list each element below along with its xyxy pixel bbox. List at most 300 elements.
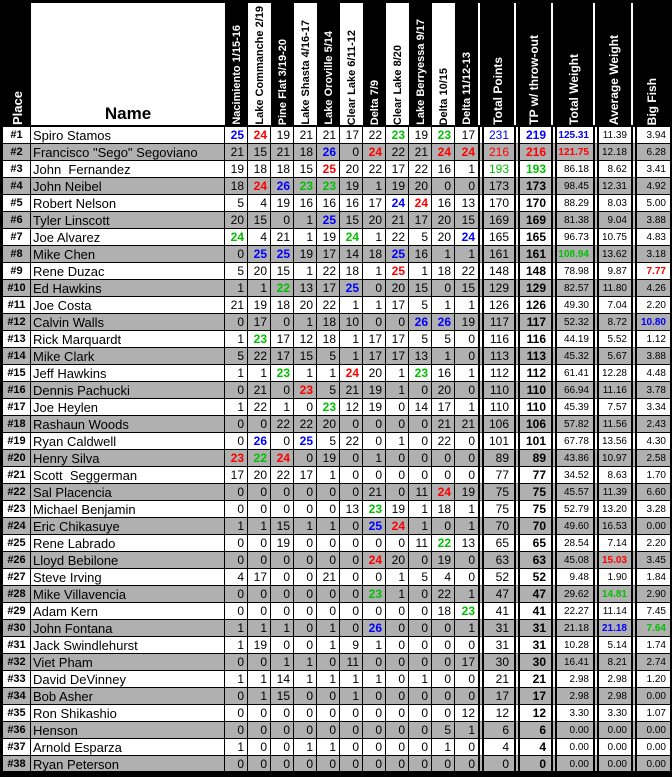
name-cell: Rashaun Woods <box>31 416 225 433</box>
score-cell: 0 <box>294 501 317 518</box>
score-cell: 5 <box>317 382 340 399</box>
score-cell: 16 <box>340 195 363 212</box>
score-cell: 0 <box>409 654 432 671</box>
score-cell: 0 <box>455 756 478 773</box>
name-cell: Ed Hawkins <box>31 280 225 297</box>
place-cell: #27 <box>3 569 31 586</box>
total-weight-cell: 45.08 <box>551 552 593 569</box>
score-cell: 1 <box>317 671 340 688</box>
score-cell: 14 <box>271 671 294 688</box>
place-cell: #32 <box>3 654 31 671</box>
score-cell: 1 <box>340 671 363 688</box>
big-fish-cell: 6.28 <box>631 144 670 161</box>
avg-weight-cell: 21.18 <box>593 620 631 637</box>
total-points-cell: 116 <box>478 331 514 348</box>
score-cell: 22 <box>432 433 455 450</box>
avg-weight-cell: 11.14 <box>593 603 631 620</box>
place-cell: #18 <box>3 416 31 433</box>
score-cell: 21 <box>317 569 340 586</box>
score-cell: 0 <box>340 722 363 739</box>
score-cell: 25 <box>363 518 386 535</box>
score-cell: 21 <box>409 144 432 161</box>
avg-weight-cell: 7.04 <box>593 297 631 314</box>
score-cell: 0 <box>225 416 248 433</box>
score-cell: 1 <box>271 654 294 671</box>
avg-weight-cell: 3.30 <box>593 705 631 722</box>
total-points-cell: 89 <box>478 450 514 467</box>
name-cell: Rene Duzac <box>31 263 225 280</box>
score-cell: 0 <box>294 586 317 603</box>
place-cell: #1 <box>3 127 31 144</box>
score-cell: 1 <box>271 399 294 416</box>
place-cell: #15 <box>3 365 31 382</box>
score-cell: 0 <box>340 518 363 535</box>
total-weight-cell: 57.82 <box>551 416 593 433</box>
score-cell: 1 <box>225 331 248 348</box>
score-cell: 21 <box>317 127 340 144</box>
score-cell: 1 <box>248 620 271 637</box>
score-cell: 1 <box>294 739 317 756</box>
score-cell: 0 <box>363 535 386 552</box>
total-weight-cell: 0.00 <box>551 739 593 756</box>
score-cell: 22 <box>248 348 271 365</box>
avg-weight-cell: 9.87 <box>593 263 631 280</box>
tp-throwout-cell: 117 <box>514 314 551 331</box>
score-cell: 0 <box>455 450 478 467</box>
tp-throwout-cell: 17 <box>514 688 551 705</box>
score-cell: 21 <box>225 144 248 161</box>
score-cell: 1 <box>363 178 386 195</box>
table-row <box>3 620 670 637</box>
tp-throwout-cell: 0 <box>514 756 551 773</box>
event-column-header-clear-lake-jun: Clear Lake 6/11-12 <box>340 3 363 125</box>
table-row <box>3 246 670 263</box>
place-header-label: Place <box>10 91 25 125</box>
total-weight-cell: 45.32 <box>551 348 593 365</box>
score-cell: 0 <box>386 416 409 433</box>
tp-throwout-cell: 30 <box>514 654 551 671</box>
total-weight-cell: 2.98 <box>551 688 593 705</box>
avg-weight-cell: 16.53 <box>593 518 631 535</box>
big-fish-cell: 3.41 <box>631 161 670 178</box>
big-fish-cell: 0.00 <box>631 739 670 756</box>
event-column-header-pine-flat: Pine Flat 3/19-20 <box>271 3 294 125</box>
big-fish-cell: 0.00 <box>631 518 670 535</box>
tp-throwout-cell: 193 <box>514 161 551 178</box>
score-cell: 21 <box>225 297 248 314</box>
score-cell: 0 <box>248 535 271 552</box>
score-cell: 17 <box>455 654 478 671</box>
score-cell: 0 <box>409 586 432 603</box>
score-cell: 0 <box>363 688 386 705</box>
score-cell: 26 <box>432 314 455 331</box>
tp-throwout-cell: 173 <box>514 178 551 195</box>
score-cell: 22 <box>409 161 432 178</box>
score-cell: 0 <box>225 433 248 450</box>
table-row <box>3 705 670 722</box>
total-weight-cell: 81.38 <box>551 212 593 229</box>
table-row <box>3 280 670 297</box>
score-cell: 20 <box>386 552 409 569</box>
table-row <box>3 671 670 688</box>
tp-throwout-cell: 170 <box>514 195 551 212</box>
score-cell: 22 <box>248 399 271 416</box>
table-row <box>3 637 670 654</box>
score-cell: 1 <box>271 620 294 637</box>
score-cell: 0 <box>317 552 340 569</box>
score-cell: 1 <box>432 246 455 263</box>
total-points-cell: 31 <box>478 637 514 654</box>
place-cell: #17 <box>3 399 31 416</box>
place-cell: #12 <box>3 314 31 331</box>
score-cell: 4 <box>248 195 271 212</box>
table-row <box>3 552 670 569</box>
score-cell: 0 <box>248 416 271 433</box>
score-cell: 0 <box>409 620 432 637</box>
score-cell: 24 <box>363 144 386 161</box>
avg-weight-cell: 11.39 <box>593 127 631 144</box>
score-cell: 21 <box>386 212 409 229</box>
avg-weight-cell: 8.63 <box>593 467 631 484</box>
big-fish-cell: 1.12 <box>631 331 670 348</box>
score-cell: 23 <box>455 603 478 620</box>
total-weight-column-header: Total Weight <box>551 3 593 125</box>
score-cell: 1 <box>363 297 386 314</box>
total-weight-cell: 45.39 <box>551 399 593 416</box>
score-cell: 22 <box>317 297 340 314</box>
score-cell: 0 <box>294 603 317 620</box>
score-cell: 23 <box>294 382 317 399</box>
big-fish-cell: 3.28 <box>631 501 670 518</box>
score-cell: 15 <box>455 212 478 229</box>
total-points-cell: 169 <box>478 212 514 229</box>
score-cell: 0 <box>340 569 363 586</box>
table-row <box>3 518 670 535</box>
score-cell: 19 <box>248 637 271 654</box>
score-cell: 0 <box>409 637 432 654</box>
avg-weight-cell: 12.31 <box>593 178 631 195</box>
score-cell: 17 <box>409 212 432 229</box>
table-body <box>3 127 670 773</box>
avg-weight-cell: 14.81 <box>593 586 631 603</box>
score-cell: 19 <box>225 161 248 178</box>
tp-throwout-cell: 65 <box>514 535 551 552</box>
score-cell: 15 <box>248 212 271 229</box>
score-cell: 0 <box>455 382 478 399</box>
tp-throwout-cell: 110 <box>514 399 551 416</box>
score-cell: 1 <box>455 501 478 518</box>
score-cell: 18 <box>225 178 248 195</box>
place-cell: #31 <box>3 637 31 654</box>
score-cell: 0 <box>386 603 409 620</box>
score-cell: 0 <box>363 739 386 756</box>
score-cell: 1 <box>294 654 317 671</box>
score-cell: 23 <box>271 365 294 382</box>
score-cell: 24 <box>386 195 409 212</box>
big-fish-cell: 4.48 <box>631 365 670 382</box>
tp-throwout-cell: 21 <box>514 671 551 688</box>
score-cell: 11 <box>340 654 363 671</box>
score-cell: 1 <box>455 722 478 739</box>
score-cell: 1 <box>363 263 386 280</box>
score-cell: 4 <box>248 229 271 246</box>
score-cell: 0 <box>271 739 294 756</box>
score-cell: 1 <box>409 501 432 518</box>
big-fish-cell: 1.74 <box>631 637 670 654</box>
place-cell: #14 <box>3 348 31 365</box>
total-weight-cell: 52.79 <box>551 501 593 518</box>
score-cell: 1 <box>317 739 340 756</box>
place-cell: #36 <box>3 722 31 739</box>
score-cell: 13 <box>409 348 432 365</box>
score-cell: 0 <box>409 467 432 484</box>
total-weight-cell: 44.19 <box>551 331 593 348</box>
score-cell: 24 <box>340 365 363 382</box>
score-cell: 0 <box>294 399 317 416</box>
score-cell: 21 <box>294 127 317 144</box>
tp-throwout-cell: 161 <box>514 246 551 263</box>
score-cell: 19 <box>455 314 478 331</box>
score-cell: 26 <box>317 144 340 161</box>
big-fish-cell: 3.34 <box>631 399 670 416</box>
place-cell: #23 <box>3 501 31 518</box>
average-weight-column-header: Average Weight <box>593 3 631 125</box>
score-cell: 1 <box>340 331 363 348</box>
avg-weight-cell: 0.00 <box>593 739 631 756</box>
score-cell: 0 <box>432 654 455 671</box>
score-cell: 11 <box>409 535 432 552</box>
score-cell: 0 <box>294 535 317 552</box>
tp-throwout-cell: 113 <box>514 348 551 365</box>
tp-throwout-cell: 47 <box>514 586 551 603</box>
name-column-header <box>31 3 225 125</box>
big-fish-cell: 10.80 <box>631 314 670 331</box>
total-weight-cell: 45.57 <box>551 484 593 501</box>
score-cell: 16 <box>409 246 432 263</box>
avg-weight-cell: 12.28 <box>593 365 631 382</box>
score-cell: 0 <box>225 535 248 552</box>
score-cell: 0 <box>294 756 317 773</box>
score-cell: 0 <box>248 552 271 569</box>
total-weight-cell: 96.73 <box>551 229 593 246</box>
avg-weight-cell: 10.97 <box>593 450 631 467</box>
total-points-cell: 41 <box>478 603 514 620</box>
score-cell: 22 <box>386 229 409 246</box>
score-cell: 13 <box>294 280 317 297</box>
event-column-header-lake-commanche: Lake Commanche 2/19 <box>248 3 271 125</box>
score-cell: 0 <box>271 705 294 722</box>
score-cell: 20 <box>432 382 455 399</box>
score-cell: 5 <box>317 348 340 365</box>
score-cell: 0 <box>271 756 294 773</box>
name-cell: Scott Seggerman <box>31 467 225 484</box>
score-cell: 0 <box>317 603 340 620</box>
score-cell: 19 <box>386 178 409 195</box>
score-cell: 1 <box>455 399 478 416</box>
score-cell: 0 <box>225 552 248 569</box>
big-fish-cell: 4.30 <box>631 433 670 450</box>
score-cell: 1 <box>294 671 317 688</box>
table-header <box>3 3 670 127</box>
total-points-cell: 161 <box>478 246 514 263</box>
total-points-cell: 47 <box>478 586 514 603</box>
avg-weight-cell: 10.75 <box>593 229 631 246</box>
score-cell: 0 <box>363 314 386 331</box>
score-cell: 1 <box>363 671 386 688</box>
score-cell: 0 <box>317 535 340 552</box>
score-cell: 0 <box>271 552 294 569</box>
score-cell: 0 <box>294 705 317 722</box>
score-cell: 0 <box>409 552 432 569</box>
score-cell: 1 <box>386 382 409 399</box>
score-cell: 22 <box>455 263 478 280</box>
score-cell: 0 <box>340 450 363 467</box>
tp-throwout-cell: 77 <box>514 467 551 484</box>
score-cell: 0 <box>409 756 432 773</box>
score-cell: 19 <box>455 484 478 501</box>
score-cell: 15 <box>271 263 294 280</box>
score-cell: 1 <box>386 433 409 450</box>
total-weight-cell: 88.29 <box>551 195 593 212</box>
table-row <box>3 382 670 399</box>
score-cell: 1 <box>455 518 478 535</box>
score-cell: 0 <box>363 280 386 297</box>
score-cell: 0 <box>432 688 455 705</box>
total-weight-cell: 0.00 <box>551 722 593 739</box>
score-cell: 1 <box>225 637 248 654</box>
score-cell: 1 <box>317 467 340 484</box>
score-cell: 0 <box>340 620 363 637</box>
score-cell: 4 <box>225 569 248 586</box>
score-cell: 0 <box>455 433 478 450</box>
event-column-header-nacimiento: Nacimiento 1/15-16 <box>225 3 248 125</box>
score-cell: 0 <box>455 739 478 756</box>
big-fish-cell: 2.74 <box>631 654 670 671</box>
table-row <box>3 212 670 229</box>
table-row <box>3 586 670 603</box>
place-cell: #19 <box>3 433 31 450</box>
score-cell: 0 <box>409 416 432 433</box>
tp-throwout-column-header: TP w/ throw-out <box>514 3 551 125</box>
place-cell: #8 <box>3 246 31 263</box>
place-cell: #3 <box>3 161 31 178</box>
score-cell: 12 <box>340 399 363 416</box>
name-cell: Rene Labrado <box>31 535 225 552</box>
total-weight-cell: 78.98 <box>551 263 593 280</box>
score-cell: 15 <box>271 688 294 705</box>
total-points-cell: 106 <box>478 416 514 433</box>
table-row <box>3 535 670 552</box>
total-points-cell: 65 <box>478 535 514 552</box>
score-cell: 20 <box>386 280 409 297</box>
score-cell: 0 <box>271 569 294 586</box>
score-cell: 23 <box>294 178 317 195</box>
name-cell: Spiro Stamos <box>31 127 225 144</box>
score-cell: 0 <box>455 671 478 688</box>
score-cell: 17 <box>294 467 317 484</box>
total-points-cell: 75 <box>478 484 514 501</box>
name-cell: Rick Marquardt <box>31 331 225 348</box>
score-cell: 22 <box>432 586 455 603</box>
score-cell: 0 <box>294 688 317 705</box>
total-points-cell: 52 <box>478 569 514 586</box>
score-cell: 0 <box>340 552 363 569</box>
place-cell: #29 <box>3 603 31 620</box>
score-cell: 24 <box>432 484 455 501</box>
avg-weight-cell: 2.98 <box>593 688 631 705</box>
score-cell: 22 <box>248 450 271 467</box>
score-cell: 0 <box>271 382 294 399</box>
score-cell: 15 <box>294 348 317 365</box>
tp-throwout-cell: 75 <box>514 501 551 518</box>
score-cell: 24 <box>409 195 432 212</box>
avg-weight-cell: 13.56 <box>593 433 631 450</box>
tp-throwout-cell: 89 <box>514 450 551 467</box>
big-fish-cell: 0.00 <box>631 688 670 705</box>
score-cell: 21 <box>363 484 386 501</box>
big-fish-cell: 1.70 <box>631 467 670 484</box>
score-cell: 0 <box>386 484 409 501</box>
score-cell: 0 <box>271 722 294 739</box>
tp-throwout-cell: 52 <box>514 569 551 586</box>
score-cell: 26 <box>363 620 386 637</box>
place-cell: #22 <box>3 484 31 501</box>
tp-throwout-cell: 75 <box>514 484 551 501</box>
score-cell: 0 <box>225 688 248 705</box>
score-cell: 1 <box>386 569 409 586</box>
big-fish-cell: 2.20 <box>631 297 670 314</box>
name-cell: Mike Villavencia <box>31 586 225 603</box>
score-cell: 23 <box>225 450 248 467</box>
score-cell: 1 <box>248 518 271 535</box>
score-cell: 24 <box>340 229 363 246</box>
score-cell: 16 <box>432 161 455 178</box>
score-cell: 1 <box>409 671 432 688</box>
score-cell: 0 <box>248 654 271 671</box>
score-cell: 0 <box>248 484 271 501</box>
score-cell: 0 <box>386 671 409 688</box>
score-cell: 19 <box>271 535 294 552</box>
place-cell: #26 <box>3 552 31 569</box>
score-cell: 15 <box>340 212 363 229</box>
score-cell: 18 <box>294 144 317 161</box>
score-cell: 25 <box>317 161 340 178</box>
score-cell: 5 <box>225 195 248 212</box>
score-cell: 4 <box>432 569 455 586</box>
score-cell: 18 <box>340 263 363 280</box>
event-column-header-lake-shasta: Lake Shasta 4/16-17 <box>294 3 317 125</box>
score-cell: 5 <box>432 722 455 739</box>
score-cell: 0 <box>409 688 432 705</box>
score-cell: 0 <box>386 467 409 484</box>
total-points-cell: 216 <box>478 144 514 161</box>
score-cell: 1 <box>225 518 248 535</box>
score-cell: 20 <box>340 161 363 178</box>
name-cell: Dennis Pachucki <box>31 382 225 399</box>
score-cell: 22 <box>271 280 294 297</box>
big-fish-cell: 1.20 <box>631 671 670 688</box>
score-cell: 1 <box>294 229 317 246</box>
score-cell: 18 <box>363 246 386 263</box>
name-cell: Joe Heylen <box>31 399 225 416</box>
total-weight-cell: 125.31 <box>551 127 593 144</box>
score-cell: 23 <box>409 365 432 382</box>
score-cell: 26 <box>409 314 432 331</box>
score-cell: 5 <box>409 297 432 314</box>
score-cell: 0 <box>294 569 317 586</box>
name-cell: Arnold Esparza <box>31 739 225 756</box>
avg-weight-cell: 0.00 <box>593 722 631 739</box>
